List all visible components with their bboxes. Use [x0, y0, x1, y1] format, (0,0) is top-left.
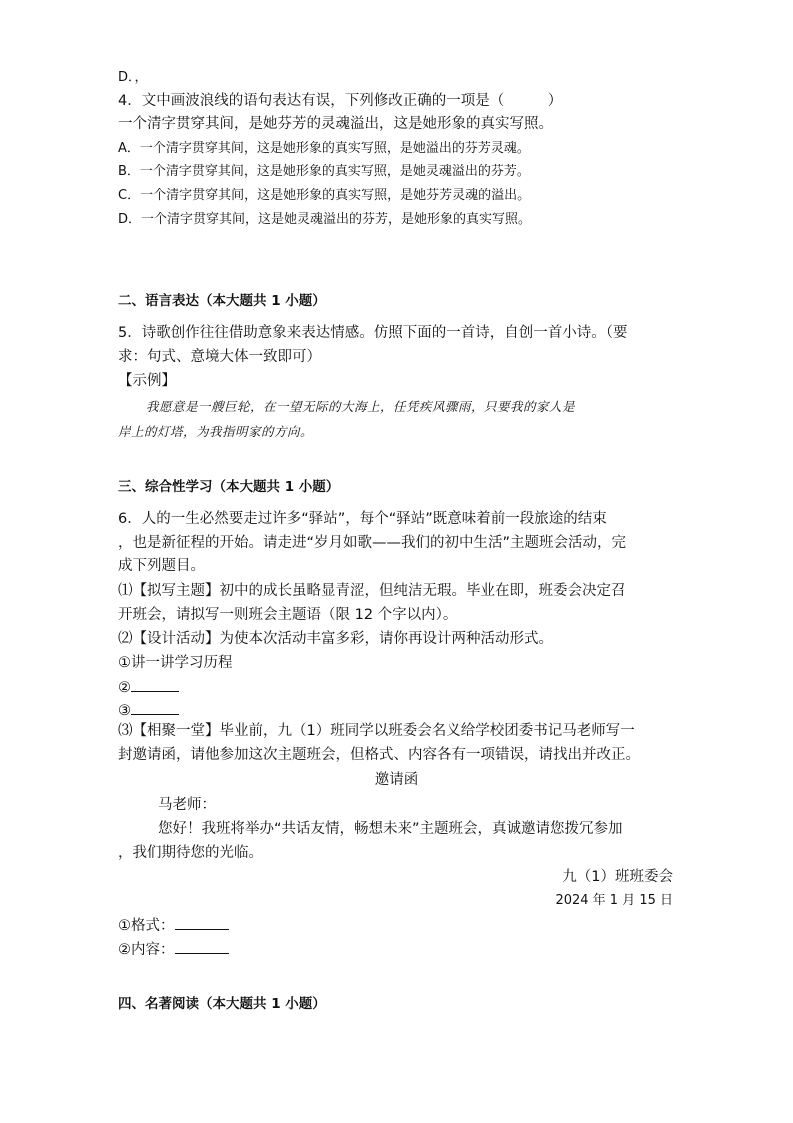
q6-part1-line1: ⑴【拟写主题】初中的成长虽略显青涩，但纯洁无瑕。毕业在即，班委会决定召 [118, 583, 626, 599]
answer-format-label: ①格式： [118, 918, 175, 934]
letter-date: 2024 年 1 月 15 日 [555, 893, 673, 908]
letter-salutation: 马老师： [158, 797, 216, 813]
letter-title: 邀请函 [374, 772, 419, 788]
q6-part1-line2: 开班会，请拟写一则班会主题语（限 12 个字以内）。 [118, 607, 458, 623]
answer-format [118, 914, 229, 937]
answer-format-blank[interactable] [175, 914, 229, 930]
activity-2 [118, 676, 179, 699]
activity-3-blank[interactable] [131, 699, 179, 715]
q5-line1: 5．诗歌创作往往借助意象来表达情感。仿照下面的一首诗，自创一首小诗。（要 [118, 325, 628, 341]
example-line2: 岸上的灯塔，为我指明家的方向。 [118, 424, 314, 439]
q4-option-a: A．一个清字贯穿其间，这是她形象的真实写照，是她溢出的芬芳灵魂。 [118, 141, 530, 156]
q6-line3: 成下列题目。 [118, 558, 205, 574]
q4-option-b: B．一个清字贯穿其间，这是她形象的真实写照，是她灵魂溢出的芬芳。 [118, 164, 530, 179]
q5-line2: 求：句式、意境大体一致即可） [118, 349, 321, 365]
q6-line2: ，也是新征程的开始。请走进“岁月如歌——我们的初中生活”主题班会活动，完 [118, 535, 627, 551]
section2-heading: 二、语言表达（本大题共 1 小题） [118, 293, 326, 309]
activity-2-prefix: ② [118, 680, 131, 696]
q6-part3-line1: ⑶【相聚一堂】毕业前，九（1）班同学以班委会名义给学校团委书记马老师写一 [118, 723, 635, 739]
q3-option-d: D．， [118, 70, 148, 85]
activity-3 [118, 699, 179, 722]
activity-2-blank[interactable] [131, 676, 179, 692]
q4-option-c: C．一个清字贯穿其间，这是她形象的真实写照，是她芬芳灵魂的溢出。 [118, 188, 531, 203]
example-line1: 我愿意是一艘巨轮，在一望无际的大海上，任凭疾风骤雨，只要我的家人是 [146, 399, 576, 414]
q6-part2-line: ⑵【设计活动】为使本次活动丰富多彩，请你再设计两种活动形式。 [118, 631, 553, 647]
activity-3-prefix: ③ [118, 703, 131, 719]
q4-stem: 4．文中画波浪线的语句表达有误，下列修改正确的一项是（ ） [118, 93, 563, 109]
letter-body-line1: 您好！我班将举办“共话友情，畅想未来”主题班会，真诚邀请您拨冗参加 [158, 821, 623, 837]
letter-signature: 九（1）班班委会 [562, 869, 673, 885]
activity-1: ①讲一讲学习历程 [118, 655, 233, 671]
q6-line1: 6．人的一生必然要走过许多“驿站”，每个“驿站”既意味着前一段旅途的结束 [118, 511, 607, 527]
section3-heading: 三、综合性学习（本大题共 1 小题） [118, 479, 340, 495]
q4-option-d: D．一个清字贯穿其间，这是她灵魂溢出的芬芳，是她形象的真实写照。 [118, 212, 532, 227]
answer-content-blank[interactable] [175, 938, 229, 954]
example-label: 【示例】 [118, 373, 176, 389]
letter-body-line2: ，我们期待您的光临。 [118, 845, 263, 861]
section4-heading: 四、名著阅读（本大题共 1 小题） [118, 996, 326, 1012]
answer-content [118, 938, 229, 961]
q6-part3-line2: 封邀请函，请他参加这次主题班会，但格式、内容各有一项错误，请找出并改正。 [118, 747, 640, 763]
answer-content-label: ②内容： [118, 942, 175, 958]
q4-sentence: 一个清字贯穿其间，是她芬芳的灵魂溢出，这是她形象的真实写照。 [118, 116, 553, 132]
